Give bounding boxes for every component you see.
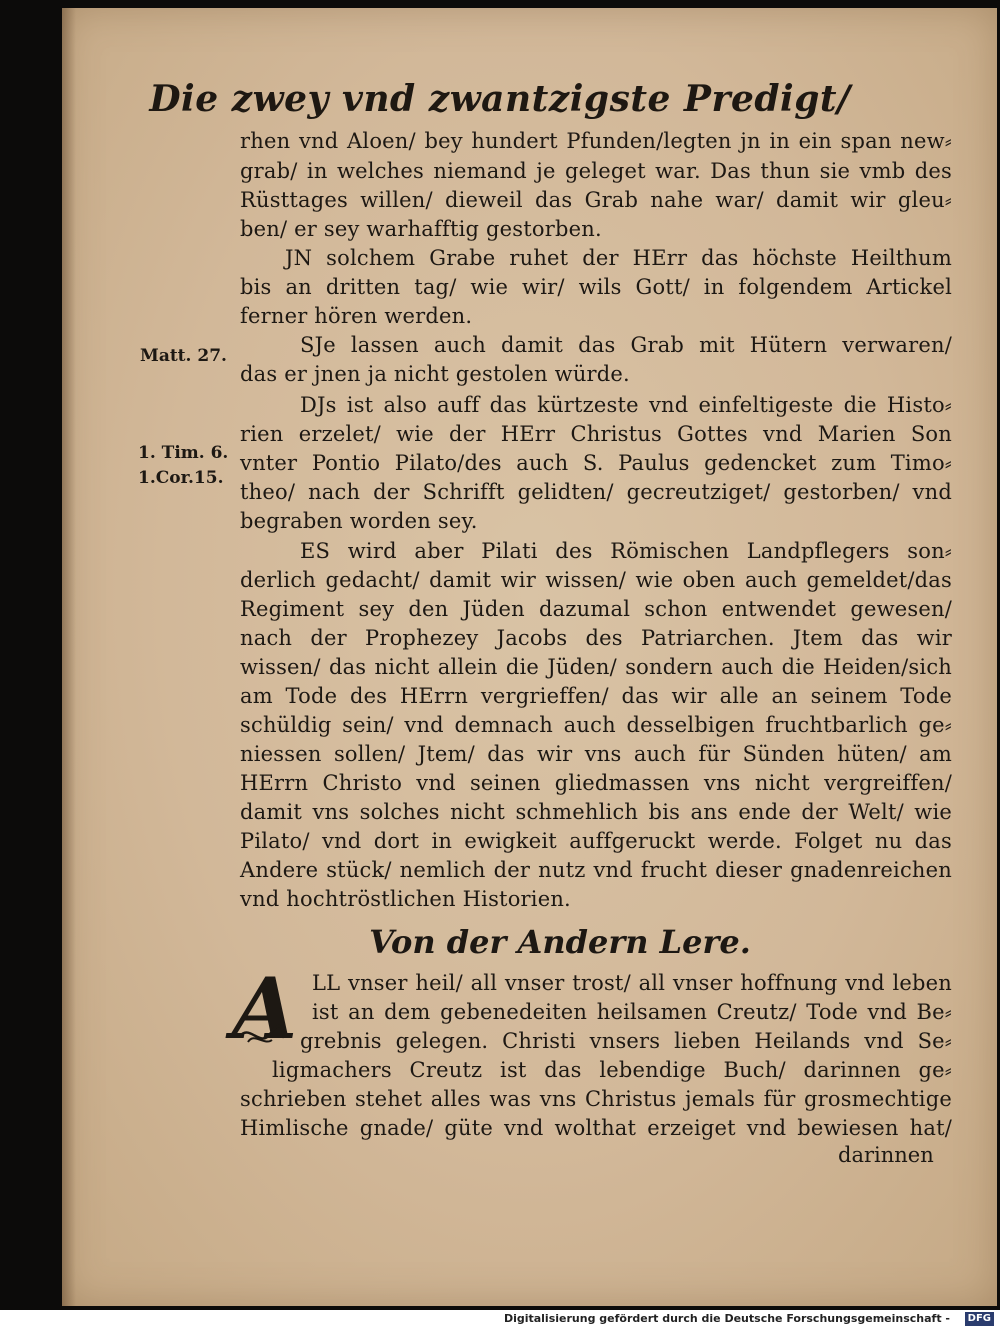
text-line: ist an dem gebenedeiten heilsamen Creutz/ Tode vnd Be⸗ bbox=[312, 1000, 952, 1024]
text-line: SJe lassen auch damit das Grab mit Hütern verwaren/ bbox=[300, 333, 952, 357]
text-line: theo/ nach der Schrifft gelidten/ gecreutziget/ gestorben/ vnd bbox=[240, 480, 952, 504]
margin-reference-timothy: 1. Tim. 6. bbox=[138, 443, 229, 463]
running-title: Die zwey vnd zwantzigste Predigt/ bbox=[149, 78, 851, 120]
text-line: niessen sollen/ Jtem/ das wir vns auch für Sünden hüten/ am bbox=[240, 742, 952, 766]
text-line: bis an dritten tag/ wie wir/ wils Gott/ in folgendem Artickel bbox=[240, 275, 952, 299]
text-line: ES wird aber Pilati des Römischen Landpflegers son⸗ bbox=[300, 539, 952, 563]
text-line: am Tode des HErrn vergrieffen/ das wir alle an seinem Tode bbox=[240, 684, 952, 708]
text-line: das er jnen ja nicht gestolen würde. bbox=[240, 362, 630, 386]
text-line: LL vnser heil/ all vnser trost/ all vnser hoffnung vnd leben bbox=[312, 971, 952, 995]
text-line: ben/ er sey warhafftig gestorben. bbox=[240, 217, 602, 241]
text-line: begraben worden sey. bbox=[240, 509, 478, 533]
text-line: ligmachers Creutz ist das lebendige Buch/ darinnen ge⸗ bbox=[272, 1058, 952, 1082]
funding-credit: Digitalisierung gefördert durch die Deutsche Forschungsgemeinschaft - bbox=[503, 1312, 950, 1325]
text-line: damit vns solches nicht schmehlich bis ans ende der Welt/ wie bbox=[240, 800, 952, 824]
text-line: grab/ in welches niemand je geleget war. Das thun sie vmb des bbox=[240, 159, 952, 183]
text-line: nach der Prophezey Jacobs des Patriarchen. Jtem das wir bbox=[240, 626, 952, 650]
text-line: ferner hören werden. bbox=[240, 304, 473, 328]
text-line: grebnis gelegen. Christi vnsers lieben Heilands vnd Se⸗ bbox=[300, 1029, 952, 1053]
text-line: derlich gedacht/ damit wir wissen/ wie oben auch gemeldet/das bbox=[240, 568, 952, 592]
dfg-logo-icon: DFG bbox=[965, 1312, 994, 1326]
text-line: Pilato/ vnd dort in ewigkeit auffgeruckt werde. Folget nu das bbox=[240, 829, 952, 853]
text-line: rhen vnd Aloen/ bey hundert Pfunden/legten jn in ein span new⸗ bbox=[240, 129, 952, 153]
text-line: Rüsttages willen/ dieweil das Grab nahe war/ damit wir gleu⸗ bbox=[240, 188, 952, 212]
text-line: vnd hochtröstlichen Historien. bbox=[240, 887, 571, 911]
margin-reference-matthew: Matt. 27. bbox=[140, 346, 227, 366]
page-gutter-shadow bbox=[62, 8, 76, 1306]
section-heading: Von der Andern Lere. bbox=[369, 923, 751, 961]
text-line: rien erzelet/ wie der HErr Christus Gottes vnd Marien Son bbox=[240, 422, 952, 446]
margin-reference-corinthians: 1.Cor.15. bbox=[138, 468, 224, 488]
initial-flourish-icon bbox=[238, 1022, 286, 1050]
text-line: Himlische gnade/ güte vnd wolthat erzeiget vnd bewiesen hat/ bbox=[240, 1116, 952, 1140]
text-line: schrieben stehet alles was vns Christus jemals für grosmechtige bbox=[240, 1087, 952, 1111]
text-line: HErrn Christo vnd seinen gliedmassen vns nicht vergreiffen/ bbox=[240, 771, 952, 795]
text-line: schüldig sein/ vnd demnach auch desselbigen fruchtbarlich ge⸗ bbox=[240, 713, 952, 737]
catchword: darinnen bbox=[838, 1143, 934, 1167]
text-line: Regiment sey den Jüden dazumal schon entwendet gewesen/ bbox=[240, 597, 952, 621]
text-line: vnter Pontio Pilato/des auch S. Paulus gedencket zum Timo⸗ bbox=[240, 451, 952, 475]
text-line: JN solchem Grabe ruhet der HErr das höchste Heilthum bbox=[285, 246, 952, 270]
text-line: Andere stück/ nemlich der nutz vnd frucht dieser gnadenreichen bbox=[240, 858, 952, 882]
footer-bar bbox=[0, 1310, 1000, 1330]
text-line: DJs ist also auff das kürtzeste vnd einfeltigeste die Histo⸗ bbox=[300, 393, 952, 417]
decorated-initial: A bbox=[232, 959, 298, 1058]
text-line: wissen/ das nicht allein die Jüden/ sondern auch die Heiden/sich bbox=[240, 655, 952, 679]
